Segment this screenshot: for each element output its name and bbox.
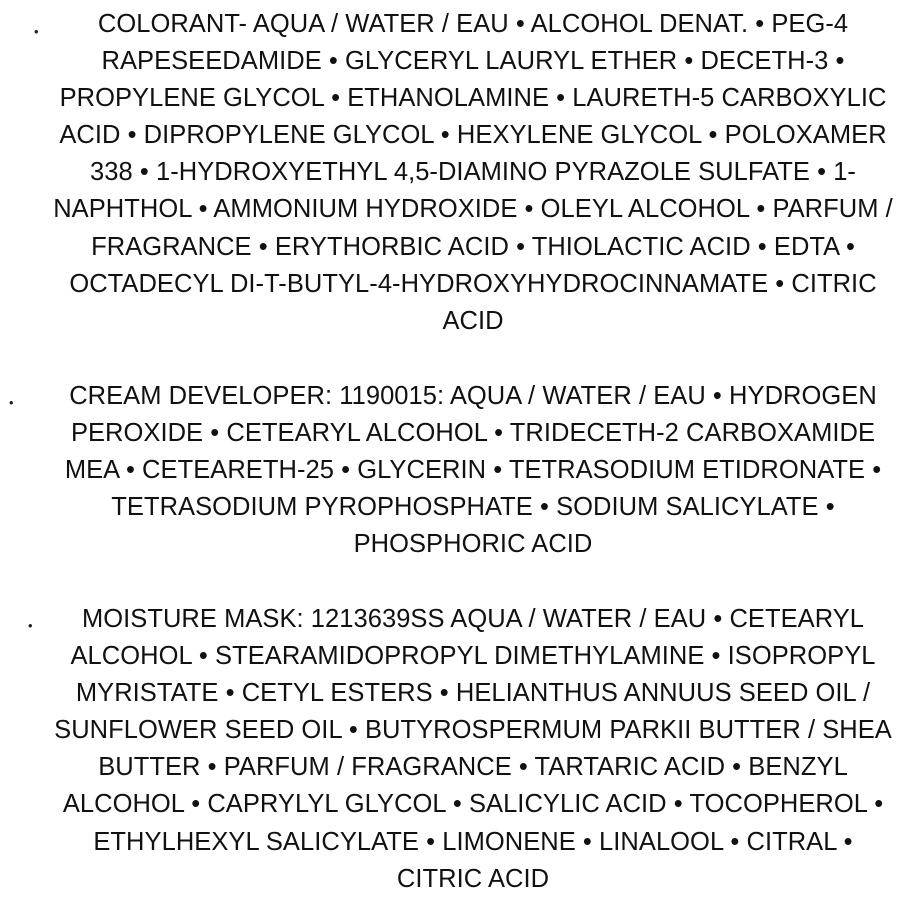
list-bullet: • (34, 24, 39, 39)
moisture-mask-ingredients-text: MOISTURE MASK: 1213639SS AQUA / WATER / EAU • CETEARYL ALCOHOL • STEARAMIDOPROPYL DIMETHYLAMINE • ISOPROPYL MYRISTATE • CETYL ESTERS • HELIANTHUS ANNUUS SEED OIL / SUNFLOWER SEED OIL • BUTYROSPERMUM PARKII BUTTER / SHEA BUTTER • PARFUM / FRAGRANCE • TARTARIC ACID • BENZYL ALCOHOL • CAPRYLYL GLYCOL • SALICYLIC ACID • TOCOPHEROL • ETHYLHEXYL SALICYLATE • LIMONENE • LINALOOL • CITRAL • CITRIC ACID (54, 605, 892, 893)
colorant-ingredients-text: COLORANT- AQUA / WATER / EAU • ALCOHOL DENAT. • PEG-4 RAPESEEDAMIDE • GLYCERYL LAURYL ETHER • DECETH-3 • PROPYLENE GLYCOL • ETHANOLAMINE • LAURETH-5 CARBOXYLIC ACID • DIPROPYLENE GLYCOL • HEXYLENE GLYCOL • POLOXAMER 338 • 1-HYDROXYETHYL 4,5-DIAMINO PYRAZOLE SULFATE • 1-NAPHTHOL • AMMONIUM HYDROXIDE • OLEYL ALCOHOL • PARFUM / FRAGRANCE • ERYTHORBIC ACID • THIOLACTIC ACID • EDTA • OCTADECYL DI-T-BUTYL-4-HYDROXYHYDROCINNAMATE • CITRIC ACID (53, 10, 893, 335)
list-bullet: • (9, 395, 14, 410)
cream-developer-ingredients-text: CREAM DEVELOPER: 1190015: AQUA / WATER / EAU • HYDROGEN PEROXIDE • CETEARYL ALCOHOL • TRIDECETH-2 CARBOXAMIDE MEA • CETEARETH-25 • GLYCERIN • TETRASODIUM ETIDRONATE • TETRASODIUM PYROPHOSPHATE • SODIUM SALICYLATE • PHOSPHORIC ACID (64, 382, 882, 559)
list-bullet: • (28, 618, 33, 633)
